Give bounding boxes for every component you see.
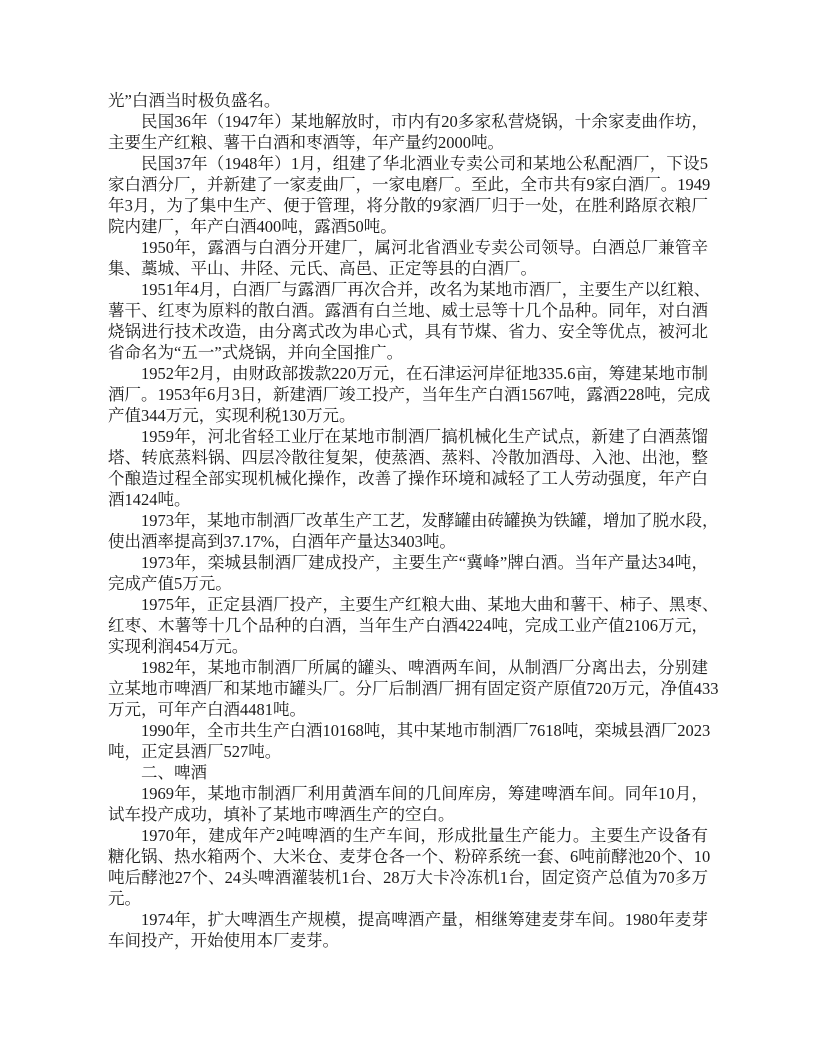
text-line: 完成产值5万元。 xyxy=(108,574,232,593)
text-line: 1974年，扩大啤酒生产规模，提高啤酒产量，相继筹建麦芽车间。1980年麦芽 xyxy=(141,910,708,929)
text-line: 1952年2月，由财政部拨款220万元，在石津运河岸征地335.6亩，筹建某地市制 xyxy=(141,364,708,383)
text-line: 1973年，栾城县制酒厂建成投产，主要生产“冀峰”牌白酒。当年产量达34吨， xyxy=(141,553,708,572)
text-line: 酒厂。1953年6月3日，新建酒厂竣工投产，当年生产白酒1567吨，露酒228吨，完成 xyxy=(108,385,711,404)
text-line: 光”白酒当时极负盛名。 xyxy=(108,91,281,110)
paragraph xyxy=(108,720,711,762)
text-line: 红枣、木薯等十几个品种的白酒，当年生产白酒4224吨，完成工业产值2106万元， xyxy=(108,616,708,635)
document-page xyxy=(108,90,719,951)
text-line: 二、啤酒 xyxy=(141,763,207,782)
text-line: 民国36年（1947年）某地解放时，市内有20多家私营烧锅，十余家麦曲作坊， xyxy=(141,112,708,131)
paragraph xyxy=(108,111,708,153)
text-line: 集、藁城、平山、井陉、元氏、高邑、正定等县的白酒厂。 xyxy=(108,259,537,278)
text-line: 产值344万元，实现利税130万元。 xyxy=(108,406,356,425)
text-line: 实现利润454万元。 xyxy=(108,637,249,656)
text-line: 元。 xyxy=(108,889,141,908)
text-line: 个酿造过程全部实现机械化操作，改善了操作环境和减轻了工人劳动强度，年产白 xyxy=(108,469,708,488)
paragraph xyxy=(108,153,711,237)
text-line: 主要生产红粮、薯干白酒和枣酒等，年产量约2000吨。 xyxy=(108,133,504,152)
text-line: 糖化锅、热水箱两个、大米仓、麦芽仓各一个、粉碎系统一套、6吨前酵池20个、10 xyxy=(108,847,711,866)
text-line: 车间投产，开始使用本厂麦芽。 xyxy=(108,931,339,950)
paragraph xyxy=(108,90,708,111)
text-line: 1950年，露酒与白酒分开建厂，属河北省酒业专卖公司领导。白酒总厂兼管辛 xyxy=(141,238,708,257)
text-line: 院内建厂，年产白酒400吨，露酒50吨。 xyxy=(108,217,397,236)
text-line: 民国37年（1948年）1月，组建了华北酒业专卖公司和某地公私配酒厂，下设5 xyxy=(141,154,708,173)
paragraph xyxy=(108,363,711,426)
text-line: 1990年，全市共生产白酒10168吨，其中某地市制酒厂7618吨，栾城县酒厂2023 xyxy=(141,721,711,740)
paragraph xyxy=(108,279,711,363)
paragraph xyxy=(108,762,708,783)
text-line: 酒1424吨。 xyxy=(108,490,191,509)
paragraph xyxy=(108,426,708,510)
text-line: 1982年，某地市制酒厂所属的罐头、啤酒两车间，从制酒厂分离出去，分别建 xyxy=(141,658,708,677)
text-line: 1975年，正定县酒厂投产，主要生产红粮大曲、某地大曲和薯干、柿子、黑枣、 xyxy=(141,595,719,614)
paragraph xyxy=(108,237,708,279)
paragraph xyxy=(108,909,708,951)
text-line: 1959年，河北省轻工业厅在某地市制酒厂搞机械化生产试点，新建了白酒蒸馏 xyxy=(141,427,708,446)
paragraph xyxy=(108,783,708,825)
text-line: 塔、转底蒸料锅、四层冷散往复架，使蒸酒、蒸料、冷散加酒母、入池、出池，整 xyxy=(108,448,708,467)
text-line: 万元，可年产白酒4481吨。 xyxy=(108,700,306,719)
paragraph xyxy=(108,825,711,909)
paragraph xyxy=(108,594,719,657)
text-line: 1951年4月，白酒厂与露酒厂再次合并，改名为某地市酒厂，主要生产以红粮、 xyxy=(141,280,711,299)
text-line: 吨后酵池27个、24头啤酒灌装机1台、28万大卡冷冻机1台，固定资产总值为70多万 xyxy=(108,868,708,887)
text-line: 年3月，为了集中生产、便于管理，将分散的9家酒厂归于一处，在胜利路原衣粮厂 xyxy=(108,196,708,215)
text-line: 吨，正定县酒厂527吨。 xyxy=(108,742,282,761)
text-line: 省命名为“五一”式烧锅，并向全国推广。 xyxy=(108,343,404,362)
text-line: 1970年，建成年产2吨啤酒的生产车间，形成批量生产能力。主要生产设备有 xyxy=(141,826,708,845)
text-line: 薯干、红枣为原料的散白酒。露酒有白兰地、威士忌等十几个品种。同年，对白酒 xyxy=(108,301,708,320)
paragraph xyxy=(108,657,719,720)
text-line: 1969年，某地市制酒厂利用黄酒车间的几间库房，筹建啤酒车间。同年10月， xyxy=(141,784,708,803)
paragraph xyxy=(108,552,708,594)
text-line: 试车投产成功，填补了某地市啤酒生产的空白。 xyxy=(108,805,455,824)
text-line: 家白酒分厂，并新建了一家麦曲厂，一家电磨厂。至此，全市共有9家白酒厂。1949 xyxy=(108,175,711,194)
text-line: 使出酒率提高到37.17%，白酒年产量达3403吨。 xyxy=(108,532,456,551)
paragraph xyxy=(108,510,719,552)
text-line: 1973年，某地市制酒厂改革生产工艺，发酵罐由砖罐换为铁罐，增加了脱水段， xyxy=(141,511,719,530)
text-line: 烧锅进行技术改造，由分离式改为串心式，具有节煤、省力、安全等优点，被河北 xyxy=(108,322,708,341)
text-line: 立某地市啤酒厂和某地市罐头厂。分厂后制酒厂拥有固定资产原值720万元，净值433 xyxy=(108,679,719,698)
